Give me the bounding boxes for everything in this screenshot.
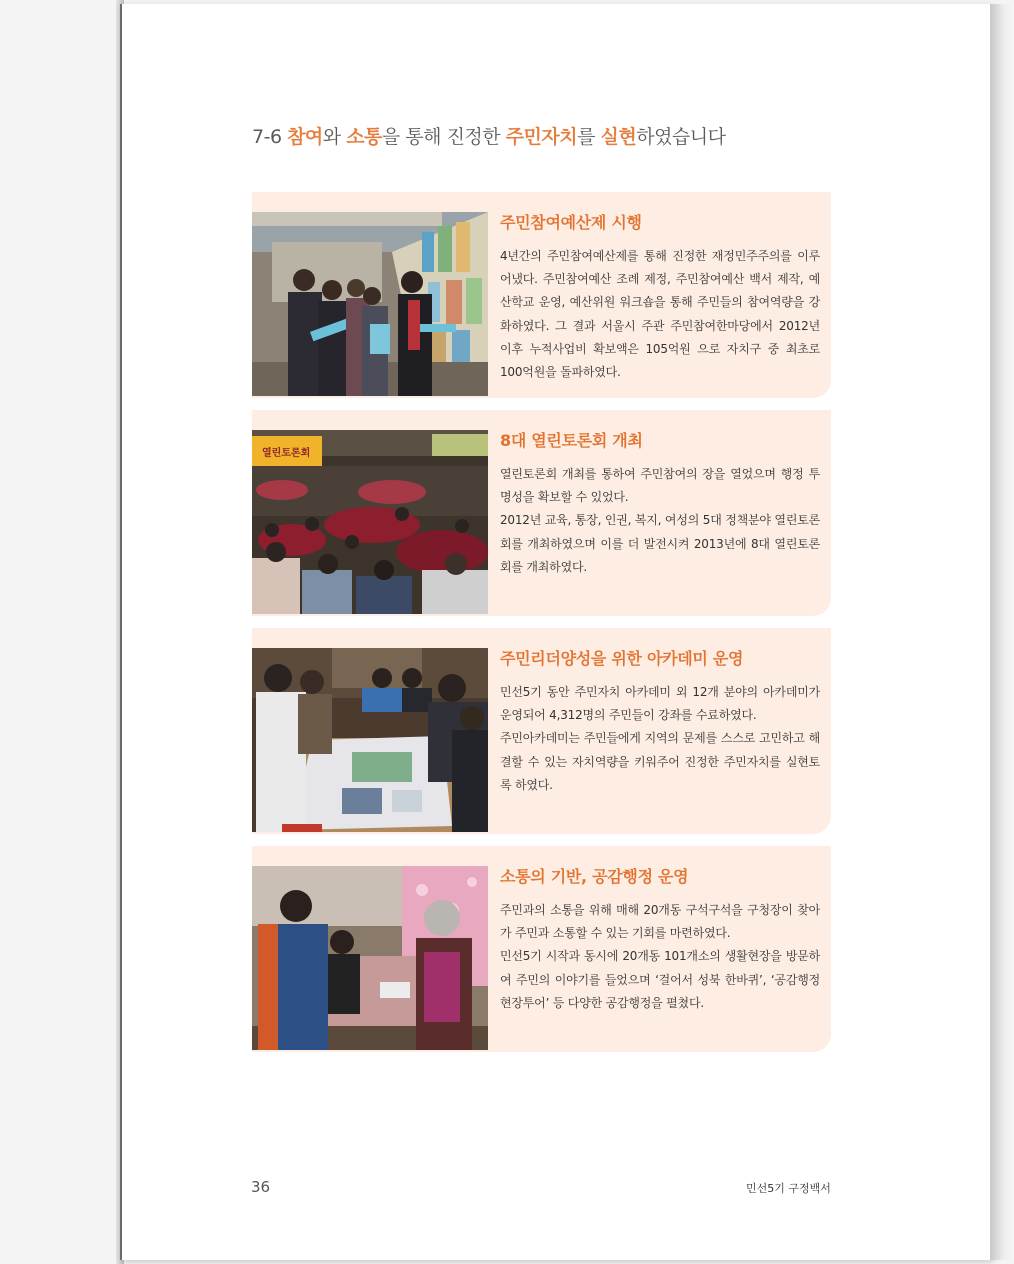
section-paragraph: 민선5기 동안 주민자치 아카데미 외 12개 분야의 아카데미가 운영되어 4,312명의 주민들이 강좌를 수료하였다.: [500, 685, 820, 723]
section-text: [500, 428, 820, 579]
title-highlight-realization: 실현: [600, 126, 637, 148]
photo-forum-hall: [252, 430, 488, 614]
section-heading: 주민참여예산제 시행: [500, 213, 642, 232]
section-paragraph: 2012년 교육, 통장, 인권, 복지, 여성의 5대 정책분야 열린토론회를 개최하였으며 이를 더 발전시켜 2013년에 8대 열린토론회를 개최하였다.: [500, 513, 820, 574]
section-card-academy: [252, 628, 831, 834]
title-text-4: 하였습니다: [636, 126, 726, 148]
banner-text: 열린토론회: [262, 448, 311, 459]
section-paragraph: 민선5기 시작과 동시에 20개동 101개소의 생활현장을 방문하여 주민의 이야기를 들었으며 ‘걸어서 성북 한바퀴’, ‘공감행정 현장투어’ 등 다양한 공감행정을 펼쳤다.: [500, 949, 820, 1010]
page-title: [252, 122, 726, 149]
title-highlight-participation: 참여: [287, 126, 323, 148]
page-number: 36: [251, 1178, 271, 1196]
photo-academy-workshop: [252, 648, 488, 832]
section-card-participatory-budget: [252, 192, 831, 398]
section-heading: 소통의 기반, 공감행정 운영: [500, 867, 689, 886]
photo-field-visit: [252, 866, 488, 1050]
section-text: [500, 864, 820, 1015]
section-heading: 주민리더양성을 위한 아카데미 운영: [500, 649, 744, 668]
section-paragraph: 열린토론회 개최를 통하여 주민참여의 장을 열었으며 행정 투명성을 확보할 수 있었다.: [500, 467, 820, 505]
title-text-3: 를: [577, 126, 601, 148]
page-right-shadow: [990, 4, 1014, 1260]
section-heading: 8대 열린토론회 개최: [500, 431, 643, 450]
section-paragraph: 4년간의 주민참여예산제를 통해 진정한 재정민주주의를 이루어냈다. 주민참여예산 조례 제정, 주민참여예산 백서 제작, 예산학교 운영, 예산위원 워크숍을 통해 주민들의 참여역량을 강화하였다. 그 결과 서울시 주관 주민참여한마당에서 2012년 이후 누적사업비 확보액은 105억원 으로 자치구 중 최초로 100억원을 돌파하였다.: [500, 249, 820, 380]
title-highlight-self-governance: 주민자치: [505, 126, 578, 148]
title-highlight-communication: 소통: [346, 126, 382, 148]
title-text-1: 와: [322, 126, 347, 148]
photo-exhibition-visitors: [252, 212, 488, 396]
section-text: [500, 646, 820, 797]
title-prefix: 7-6: [252, 126, 288, 148]
title-text-2: 을 통해 진정한: [381, 126, 506, 148]
section-text: [500, 210, 820, 384]
section-card-empathy-administration: [252, 846, 831, 1052]
publication-title: 민선5기 구정백서: [746, 1182, 831, 1195]
section-card-open-forum: [252, 410, 831, 616]
section-paragraph: 주민아카데미는 주민들에게 지역의 문제를 스스로 고민하고 해결할 수 있는 자치역량을 키워주어 진정한 주민자치를 실현토록 하였다.: [500, 731, 820, 792]
section-paragraph: 주민과의 소통을 위해 매해 20개동 구석구석을 구청장이 찾아가 주민과 소통할 수 있는 기회를 마련하였다.: [500, 903, 820, 941]
